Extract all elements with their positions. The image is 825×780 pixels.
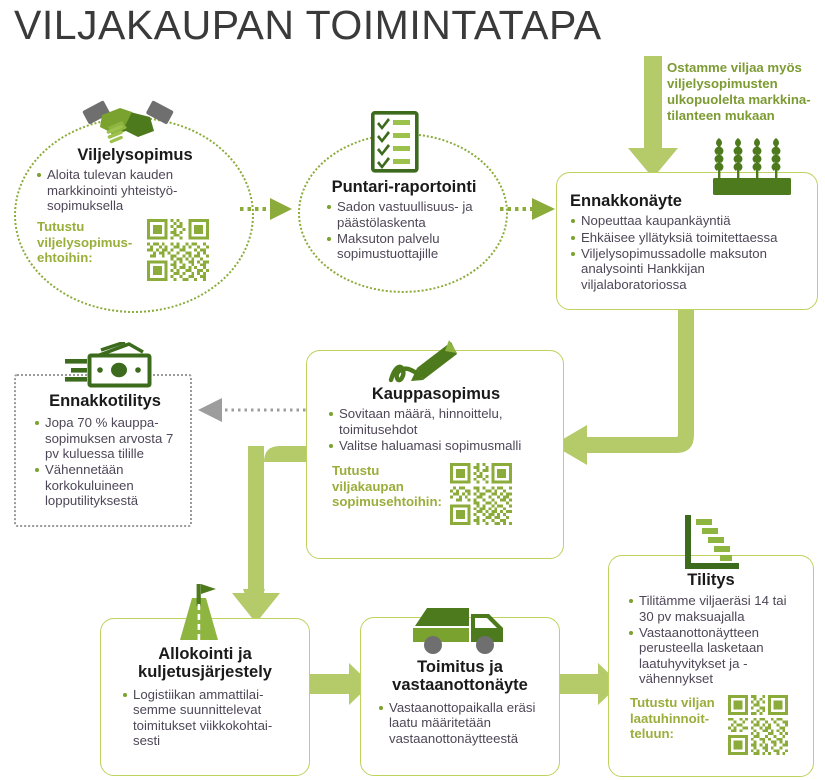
- node-kauppasopimus-cta: Tutustu viljakaupan sopimusehtoihin:: [332, 463, 442, 510]
- arrow-kauppasopimus-to-allokointi-stem: [243, 446, 265, 632]
- node-allokointi-content: [112, 645, 298, 749]
- list-item: Valitse haluamasi sopimusmalli: [328, 438, 544, 453]
- node-puntari-bullets: [326, 199, 498, 261]
- node-toimitus-title: Toimitus ja vastaanottonäyte: [392, 658, 528, 695]
- list-item: Sovitaan määrä, hinnoittelu, toimitusehdot: [328, 406, 544, 437]
- page-title: VILJAKAUPAN TOIMINTATAPA: [14, 2, 602, 48]
- bar-chart-icon: [683, 515, 741, 571]
- node-allokointi-bullets: [122, 687, 296, 748]
- node-kauppasopimus-title: Kauppasopimus: [371, 385, 501, 403]
- market-note: Ostamme viljaa myös viljelysopimusten ulkopuolelta markkina-tilanteen mukaan: [667, 60, 811, 123]
- node-tilitys-content: [620, 571, 802, 755]
- list-item: Logistiikan ammattilai-semme suunnittelevat toimitukset viikkokohtai-sesti: [122, 687, 296, 748]
- node-puntari-title: Puntari-raportointi: [331, 178, 477, 196]
- list-item: Maksuton palvelu sopimustuottajille: [326, 231, 498, 262]
- list-item: Vähennetään korkokuluineen lopputilityksestä: [34, 462, 180, 508]
- node-viljelysopimus-title: Viljelysopimus: [77, 146, 193, 164]
- node-allokointi-title: Allokointi ja kuljetusjärjestely: [138, 645, 272, 682]
- node-viljelysopimus-bullets: [36, 167, 232, 213]
- truck-icon: [411, 604, 511, 656]
- list-item: Ehkäisee yllätyksiä toimitettaessa: [570, 230, 806, 245]
- node-kauppasopimus-bullets: [328, 406, 544, 453]
- signature-pen-icon: [387, 340, 459, 390]
- list-item: Viljelysopimussadolle maksuton analysointi Hankkijan viljalaboratoriossa: [570, 246, 806, 292]
- node-tilitys-cta: Tutustu viljan laatuhinnoit-teluun:: [630, 695, 715, 741]
- list-item: Nopeuttaa kaupankäyntiä: [570, 213, 806, 228]
- node-viljelysopimus-content: [30, 146, 240, 281]
- arrow-kauppasopimus-to-ennakkotilitys: [196, 396, 312, 424]
- wheat-icon: [709, 134, 795, 198]
- node-tilitys-title: Tilitys: [687, 571, 735, 589]
- arrow-puntari-to-ennakkonayte: [500, 196, 562, 222]
- node-viljelysopimus-cta: Tutustu viljelysopimus-ehtoihin:: [37, 219, 133, 266]
- list-item: Jopa 70 % kauppa-sopimuksen arvosta 7 pv kuluessa tilille: [34, 415, 180, 461]
- node-kauppasopimus-content: [322, 385, 550, 525]
- checklist-icon: [371, 111, 419, 173]
- node-puntari-content: [312, 178, 496, 263]
- qr-code[interactable]: [147, 219, 209, 281]
- list-item: Tilitämme viljaeräsi 14 tai 30 pv maksuajalla: [628, 593, 800, 624]
- node-toimitus-content: [370, 658, 550, 747]
- arrow-ennakkonayte-to-kauppasopimus: [545, 305, 730, 480]
- node-ennakkonayte-content: [570, 192, 810, 293]
- qr-code[interactable]: [728, 695, 788, 755]
- crossroads-icon: [168, 580, 230, 642]
- money-icon: [63, 342, 155, 392]
- list-item: Vastaanottopaikalla eräsi laatu määritetään vastaanottonäytteestä: [378, 700, 548, 746]
- node-toimitus-bullets: [378, 700, 548, 746]
- node-ennakkotilitys-title: Ennakkotilitys: [49, 392, 161, 410]
- node-tilitys-bullets: [628, 593, 800, 686]
- node-ennakkotilitys-bullets: [34, 415, 180, 508]
- qr-code[interactable]: [450, 463, 512, 525]
- list-item: Sadon vastuullisuus- ja päästölaskenta: [326, 199, 498, 230]
- list-item: Vastaanottonäytteen perusteella lasketaan laatuhyvitykset ja -vähennykset: [628, 625, 800, 686]
- node-ennakkonayte-title: Ennakkonäyte: [570, 192, 682, 210]
- handshake-icon: [82, 97, 174, 147]
- node-ennakkonayte-bullets: [570, 213, 806, 292]
- node-ennakkotilitys-content: [28, 392, 182, 509]
- list-item: Aloita tulevan kauden markkinointi yhteistyö-sopimuksella: [36, 167, 232, 213]
